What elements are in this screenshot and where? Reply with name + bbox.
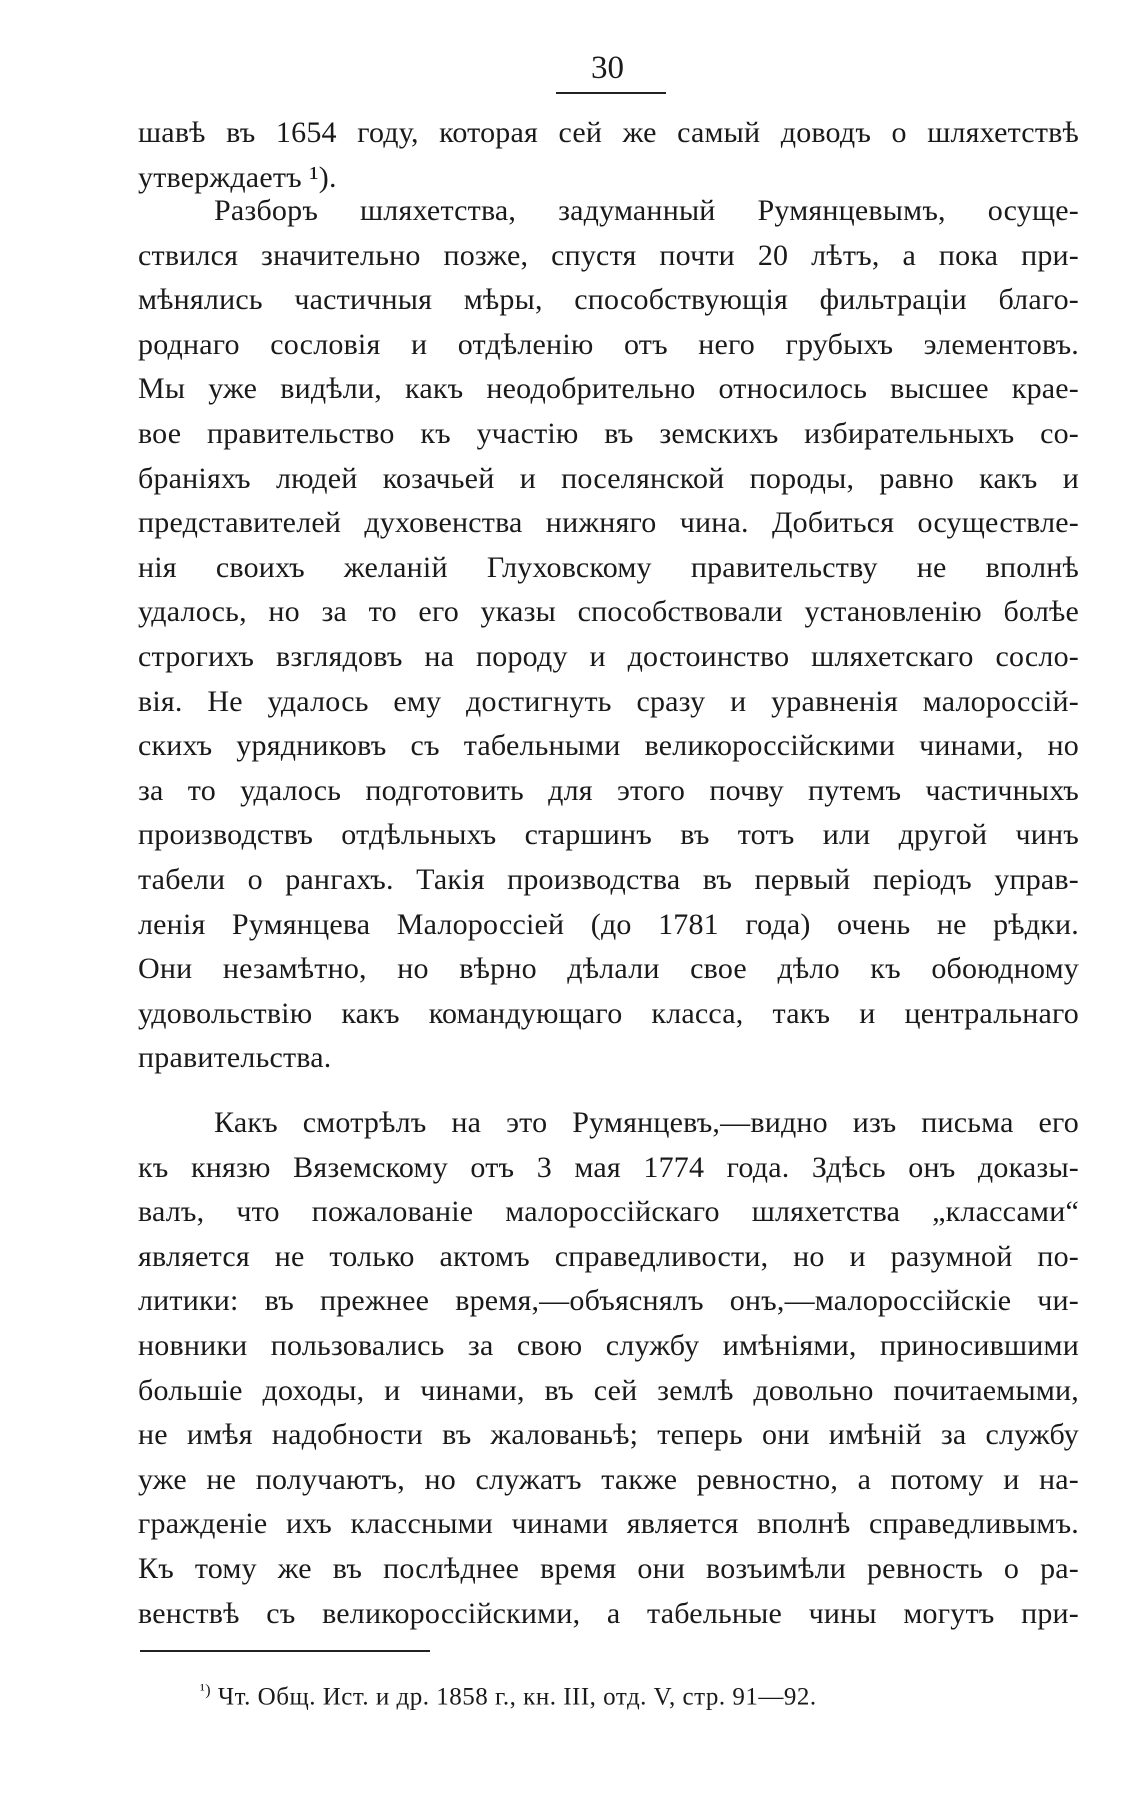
text-line: браніяхъ людей козачьей и поселянской породы, равно какъ и bbox=[138, 461, 1079, 495]
text-line: ленія Румянцева Малороссіей (до 1781 года) очень не рѣдки. bbox=[138, 907, 1079, 941]
text-line: Какъ смотрѣлъ на это Румянцевъ,—видно изъ письма его bbox=[214, 1106, 1079, 1139]
footnote-text: Чт. Общ. Ист. и др. 1858 г., кн. III, отд. V, стр. 91—92. bbox=[217, 1683, 817, 1711]
text-line: является не только актомъ справедливости, но и разумной по- bbox=[138, 1239, 1079, 1273]
text-line: большіе доходы, и чинами, въ сей землѣ довольно почитаемыми, bbox=[138, 1373, 1079, 1407]
footnote-separator bbox=[140, 1650, 430, 1652]
text-line: уже не получаютъ, но служатъ также ревностно, а потому и на- bbox=[138, 1462, 1079, 1496]
text-line: за то удалось подготовить для этого почву путемъ частичныхъ bbox=[138, 773, 1079, 807]
footnote bbox=[200, 1682, 817, 1711]
text-line: ствился значительно позже, спустя почти 20 лѣтъ, а пока при- bbox=[138, 238, 1079, 272]
text-line: мѣнялись частичныя мѣры, способствующія фильтраціи благо- bbox=[138, 283, 1079, 317]
text-line: гражденіе ихъ классными чинами является вполнѣ справедливымъ. bbox=[138, 1507, 1079, 1541]
text-line: къ князю Вяземскому отъ 3 мая 1774 года. Здѣсь онъ доказы- bbox=[138, 1150, 1079, 1184]
page-number: 30 bbox=[591, 50, 624, 86]
text-line: не имѣя надобности въ жалованьѣ; теперь они имѣній за службу bbox=[138, 1418, 1079, 1452]
text-line: Мы уже видѣли, какъ неодобрительно относилось высшее крае- bbox=[138, 372, 1079, 406]
text-line: нія своихъ желаній Глуховскому правительству не вполнѣ bbox=[138, 550, 1079, 584]
text-line: Они незамѣтно, но вѣрно дѣлали свое дѣло къ обоюдному bbox=[138, 952, 1079, 986]
text-line: производствъ отдѣльныхъ старшинъ въ тотъ или другой чинъ bbox=[138, 818, 1079, 852]
footnote-marker: ¹) bbox=[200, 1682, 212, 1699]
text-line: табели о рангахъ. Такія производства въ первый періодъ управ- bbox=[138, 862, 1079, 896]
text-line: утверждаетъ ¹). bbox=[138, 160, 337, 194]
paragraph-3 bbox=[138, 1101, 1079, 1636]
text-line: Разборъ шляхетства, задуманный Румянцевымъ, осуще- bbox=[214, 194, 1079, 227]
text-line: венствѣ съ великороссійскими, а табельные чины могутъ при- bbox=[138, 1596, 1079, 1630]
text-line: литики: въ прежнее время,—объяснялъ онъ,—малороссійскіе чи- bbox=[138, 1284, 1079, 1318]
text-line: правительства. bbox=[138, 1041, 332, 1075]
text-line: валъ, что пожалованіе малороссійскаго шляхетства „классами“ bbox=[138, 1195, 1079, 1229]
text-line: строгихъ взглядовъ на породу и достоинство шляхетскаго сосло- bbox=[138, 639, 1079, 673]
text-line: удалось, но за то его указы способствовали установленію болѣе bbox=[138, 595, 1079, 629]
paragraph-1 bbox=[138, 111, 1079, 200]
text-line: вое правительство къ участію въ земскихъ избирательныхъ со- bbox=[138, 416, 1079, 450]
text-line: Къ тому же въ послѣднее время они возъимѣли ревность о ра- bbox=[138, 1551, 1079, 1585]
text-line: удовольствію какъ командующаго класса, такъ и центральнаго bbox=[138, 996, 1079, 1030]
page-number-underline bbox=[556, 92, 666, 94]
text-line: шавѣ въ 1654 году, которая сей же самый доводъ о шляхетствѣ bbox=[138, 116, 1079, 149]
text-line: скихъ урядниковъ съ табельными великороссійскими чинами, но bbox=[138, 729, 1079, 763]
text-line: представителей духовенства нижняго чина. Добиться осуществле- bbox=[138, 506, 1079, 540]
text-line: вія. Не удалось ему достигнуть сразу и уравненія малороссій- bbox=[138, 684, 1079, 718]
text-line: роднаго сословія и отдѣленію отъ него грубыхъ элементовъ. bbox=[138, 327, 1079, 361]
text-line: новники пользовались за свою службу имѣніями, приносившими bbox=[138, 1328, 1079, 1362]
paragraph-2 bbox=[138, 189, 1079, 1081]
